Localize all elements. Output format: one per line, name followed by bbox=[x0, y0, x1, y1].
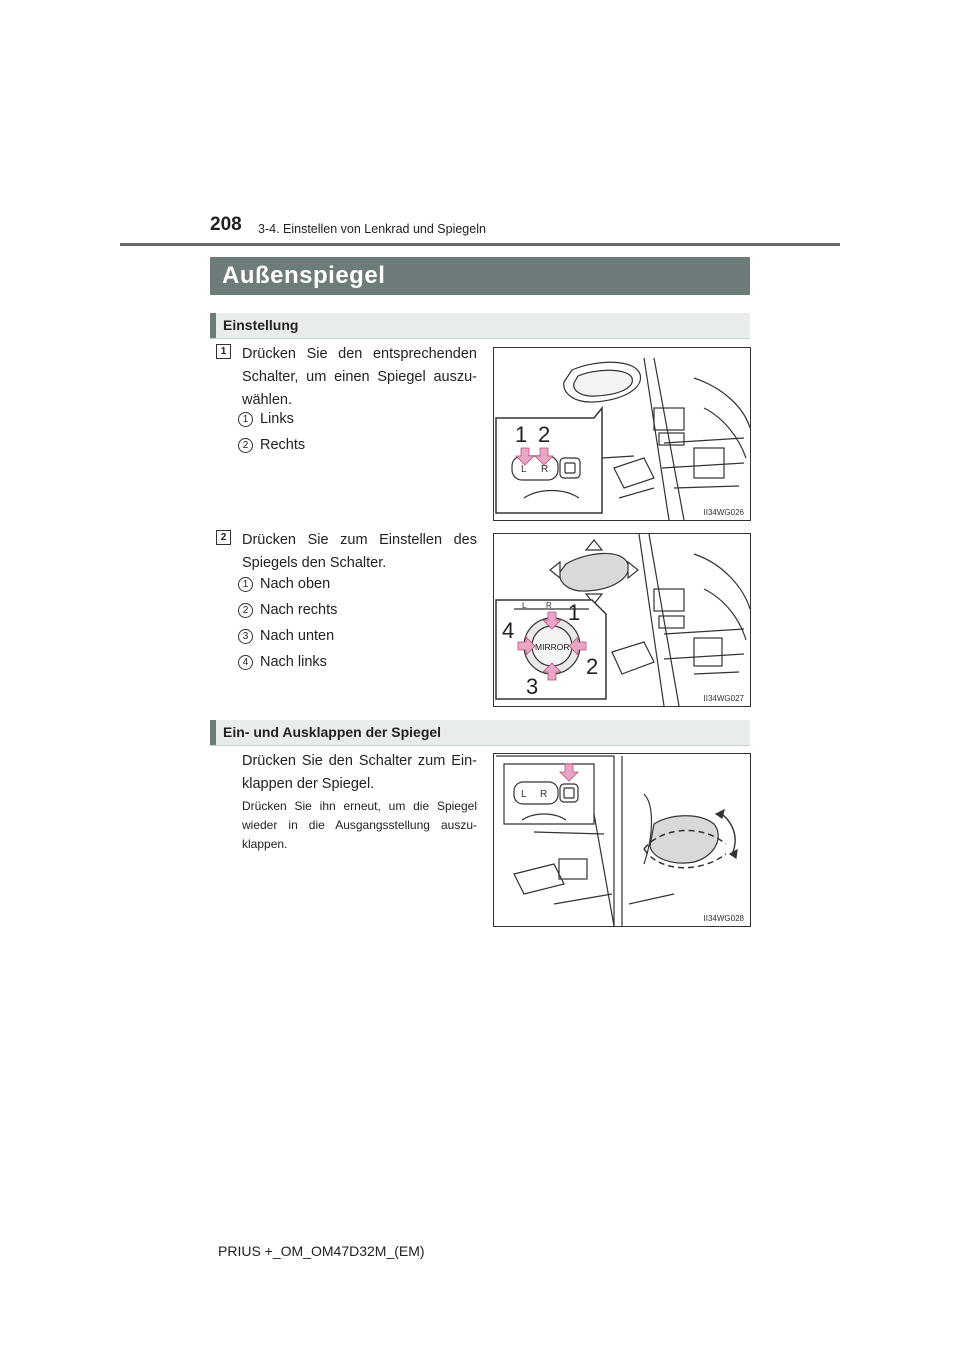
figure-code: II34WG027 bbox=[703, 694, 744, 703]
item-number: 2 bbox=[238, 603, 253, 618]
mirror-switch-label: MIRROR bbox=[535, 642, 570, 652]
figure-mirror-select bbox=[493, 347, 751, 521]
item-label-up: Nach oben bbox=[260, 576, 331, 592]
callout-1: 1 bbox=[568, 600, 581, 625]
callout-1: 1 bbox=[515, 422, 528, 447]
callout-2: 2 bbox=[538, 422, 551, 447]
mirror-adjust-illustration bbox=[494, 534, 750, 706]
page-title: Außenspiegel bbox=[222, 262, 386, 289]
step1-text: Drücken Sie den entsprechenden Schalter, um einen Spiegel auszu-wählen. bbox=[242, 346, 477, 408]
small-label-l: L bbox=[522, 601, 527, 610]
item-number: 1 bbox=[238, 577, 253, 592]
switch-label-l: L bbox=[521, 789, 527, 800]
item-label-down: Nach unten bbox=[260, 628, 335, 644]
item-label-rechts: Rechts bbox=[260, 437, 306, 453]
subheading-einstellung bbox=[210, 313, 750, 339]
switch-label-l: L bbox=[521, 464, 527, 475]
step-number-2: 2 bbox=[216, 530, 231, 545]
subheading-label: Einstellung bbox=[223, 317, 299, 333]
switch-label-r: R bbox=[540, 789, 548, 800]
item-number: 4 bbox=[238, 655, 253, 670]
item-number: 2 bbox=[238, 438, 253, 453]
figure-mirror-fold bbox=[493, 753, 751, 927]
page-title-bar bbox=[210, 257, 750, 295]
item-label-links: Links bbox=[260, 411, 294, 427]
fold-note: Drücken Sie ihn erneut, um die Spiegel wieder in die Ausgangsstellung auszu-klappen. bbox=[242, 799, 477, 851]
callout-4: 4 bbox=[502, 618, 515, 643]
callout-3: 3 bbox=[526, 674, 539, 699]
step-number-1: 1 bbox=[216, 344, 231, 359]
document-id: PRIUS +_OM_OM47D32M_(EM) bbox=[218, 1243, 425, 1259]
step2-text: Drücken Sie zum Einstellen des Spiegels den Schalter. bbox=[242, 532, 477, 571]
mirror-select-illustration bbox=[494, 348, 750, 520]
mirror-fold-illustration bbox=[494, 754, 750, 926]
callout-2: 2 bbox=[586, 654, 599, 679]
figure-code: II34WG028 bbox=[703, 914, 744, 923]
header-divider bbox=[120, 243, 840, 246]
figure-code: II34WG026 bbox=[703, 508, 744, 517]
item-label-right: Nach rechts bbox=[260, 602, 338, 618]
page-number: 208 bbox=[210, 214, 242, 235]
subheading-fold bbox=[210, 720, 750, 746]
item-label-left: Nach links bbox=[260, 654, 327, 670]
subheading-accent bbox=[210, 313, 216, 338]
small-label-r: R bbox=[546, 601, 552, 610]
fold-text: Drücken Sie den Schalter zum Ein-klappen der Spiegel. bbox=[242, 753, 477, 792]
switch-label-r: R bbox=[541, 464, 549, 475]
item-number: 1 bbox=[238, 412, 253, 427]
item-number: 3 bbox=[238, 629, 253, 644]
section-title: 3-4. Einstellen von Lenkrad und Spiegeln bbox=[258, 222, 486, 236]
figure-mirror-adjust bbox=[493, 533, 751, 707]
subheading-accent bbox=[210, 720, 216, 745]
subheading-label: Ein- und Ausklappen der Spiegel bbox=[223, 724, 442, 740]
